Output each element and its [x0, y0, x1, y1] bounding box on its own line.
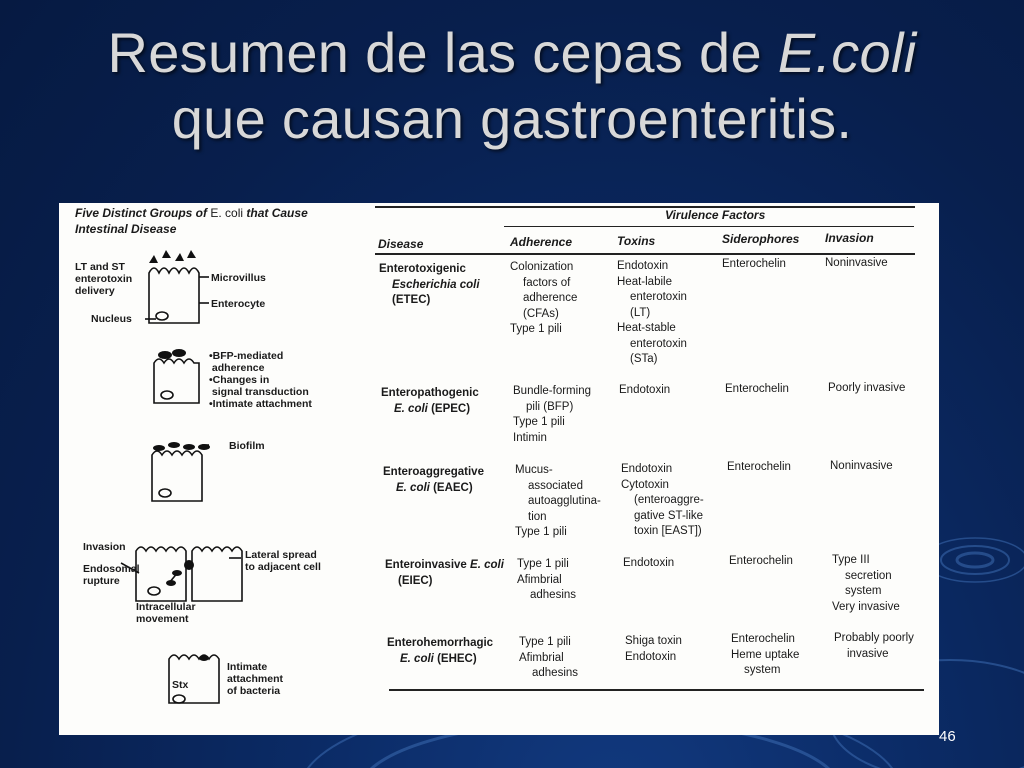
- table-row-etec-adherence: Colonization factors of adherence (CFAs) Type 1 pili: [510, 261, 578, 335]
- table-top-rule: [375, 206, 915, 208]
- table-row-eiec-siderophores: Enterochelin: [729, 555, 793, 567]
- table-row-epec-disease: Enteropathogenic E. coli (EPEC): [381, 387, 479, 415]
- diagram-label-intimate: Intimate attachment of bacteria: [227, 661, 284, 697]
- table-row-etec-disease: Enterotoxigenic Escherichia coli (ETEC): [379, 263, 480, 306]
- slide-title: [0, 20, 1024, 152]
- table-row-eaec-toxins: Endotoxin Cytotoxin (enteroaggre- gative ST-like toxin [EAST]): [621, 463, 704, 537]
- table-row-eiec-invasion: Type III secretion system Very invasive: [832, 554, 900, 613]
- virulence-factors-header: Virulence Factors: [665, 208, 766, 222]
- table-row-eaec-adherence: Mucus- associated autoagglutina- tion Type 1 pili: [515, 464, 601, 538]
- table-row-eiec-adherence: Type 1 pili Afimbrial adhesins: [517, 558, 577, 601]
- col-header-toxins: Toxins: [617, 234, 656, 248]
- figure-caption: Five Distinct Groups of E. coli that Cause Intestinal Disease: [75, 206, 308, 236]
- header-bottom-rule: [375, 253, 915, 255]
- table-row-ehec-disease: Enterohemorrhagic E. coli (EHEC): [387, 637, 494, 665]
- table-row-epec-toxins: Endotoxin: [619, 384, 671, 396]
- slide-number: 46: [939, 728, 956, 745]
- ecoli-table-figure: [59, 203, 939, 735]
- table-row-eaec-siderophores: Enterochelin: [727, 461, 791, 473]
- diagram-label-lt-st: LT and ST enterotoxin delivery: [75, 261, 133, 297]
- diagram-label-enterocyte: Enterocyte: [211, 298, 266, 310]
- col-header-invasion: Invasion: [825, 231, 874, 245]
- table-row-epec-invasion: Poorly invasive: [828, 382, 906, 394]
- virulence-factors-rule: [504, 226, 914, 227]
- table-row-etec-toxins: Endotoxin Heat-labile enterotoxin (LT) Heat-stable enterotoxin (STa): [617, 260, 687, 365]
- diagram-label-nucleus: Nucleus: [91, 313, 132, 325]
- table-row-etec-siderophores: Enterochelin: [722, 258, 786, 270]
- title-italic-ecoli: E.coli: [777, 21, 917, 84]
- diagram-label-lateral-spread: Lateral spread to adjacent cell: [245, 549, 321, 573]
- table-bottom-rule: [389, 689, 924, 691]
- col-header-siderophores: Siderophores: [722, 232, 800, 246]
- col-header-disease: Disease: [378, 237, 424, 251]
- table-row-eiec-toxins: Endotoxin: [623, 557, 675, 569]
- title-line-1: Resumen de las cepas de: [107, 21, 762, 84]
- table-row-eiec-disease: Enteroinvasive E. coli (EIEC): [385, 559, 504, 587]
- title-line-2: que causan gastroenteritis.: [171, 87, 853, 150]
- table-row-epec-siderophores: Enterochelin: [725, 383, 789, 395]
- diagram-label-intracellular: Intracellular movement: [136, 601, 196, 625]
- col-header-adherence: Adherence: [510, 235, 573, 249]
- diagram-label-stx: Stx: [172, 679, 189, 691]
- diagram-label-invasion: Invasion: [83, 541, 126, 553]
- table-row-eaec-disease: Enteroaggregative E. coli (EAEC): [383, 466, 484, 494]
- table-row-epec-adherence: Bundle-forming pili (BFP) Type 1 pili Intimin: [513, 385, 591, 444]
- diagram-label-bfp: •BFP-mediated adherence •Changes in signal transduction •Intimate attachment: [209, 350, 312, 410]
- table-row-ehec-adherence: Type 1 pili Afimbrial adhesins: [519, 636, 579, 679]
- diagram-label-biofilm: Biofilm: [229, 440, 265, 452]
- table-row-eaec-invasion: Noninvasive: [830, 460, 893, 472]
- diagram-label-microvillus: Microvillus: [211, 272, 266, 284]
- table-row-ehec-siderophores: Enterochelin Heme uptake system: [731, 633, 800, 676]
- table-row-etec-invasion: Noninvasive: [825, 257, 888, 269]
- table-row-ehec-invasion: Probably poorly invasive: [834, 632, 914, 660]
- diagram-label-endosomal: Endosomal rupture: [83, 563, 140, 587]
- table-row-ehec-toxins: Shiga toxin Endotoxin: [625, 635, 682, 663]
